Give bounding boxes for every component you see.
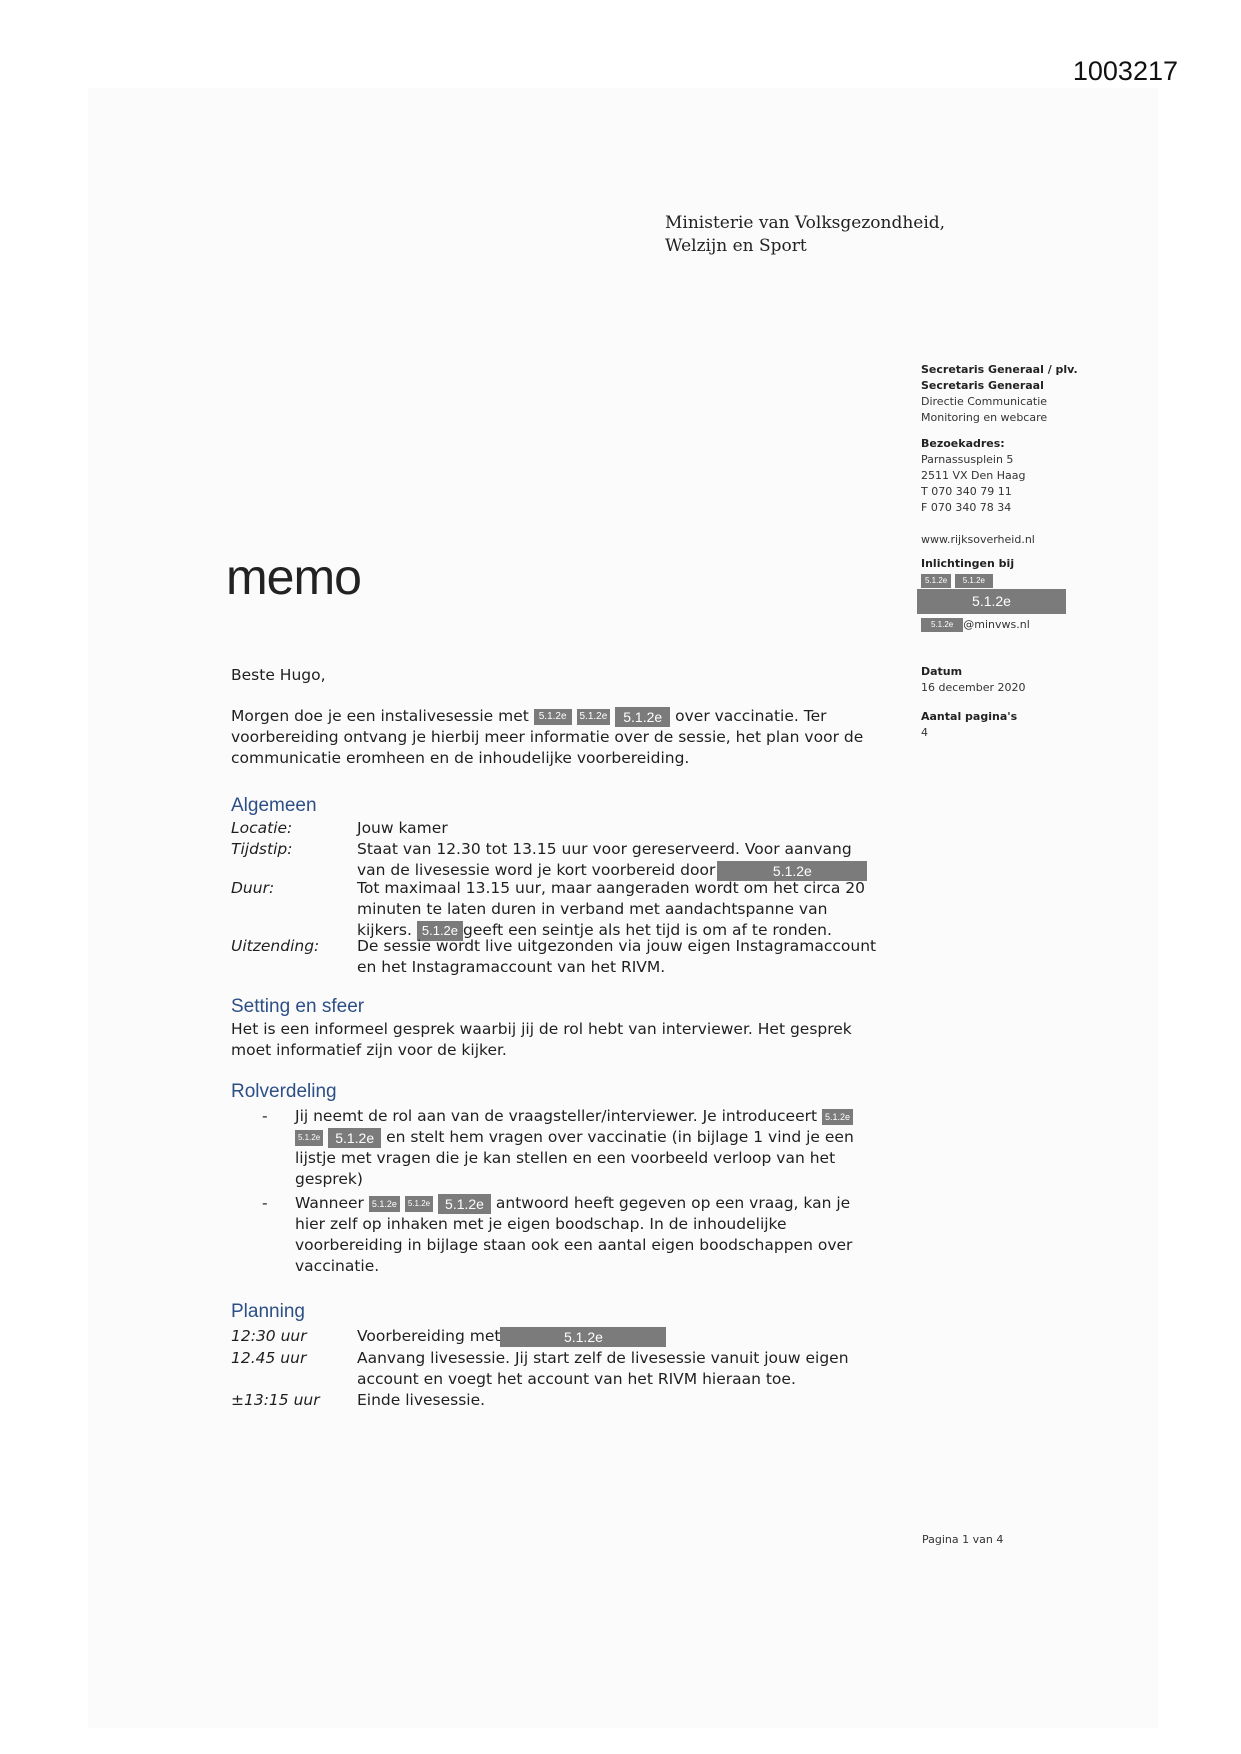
redaction-box: 5.1.2e <box>328 1128 381 1148</box>
sidebar-pages-value: 4 <box>921 726 928 739</box>
sidebar-pages-label: Aantal pagina's <box>921 710 1018 723</box>
sidebar-info-label: Inlichtingen bij <box>921 557 1015 570</box>
setting-paragraph <box>231 1019 911 1061</box>
sidebar-email-suffix: @minvws.nl <box>963 618 1030 631</box>
redaction-box: 5.1.2e <box>438 1194 491 1214</box>
ministry-line-1: Ministerie van Volksgezondheid, <box>665 213 946 233</box>
b2-line-1a: Wanneer <box>295 1194 364 1212</box>
b1-line-3: lijstje met vragen die je kan stellen en een voorbeeld verloop van het <box>295 1149 836 1167</box>
intro-line-2: voorbereiding ontvang je hierbij meer informatie over de sessie, het plan voor de <box>231 728 864 746</box>
sidebar-website[interactable]: www.rijksoverheid.nl <box>921 533 1035 546</box>
b1-line-2: en stelt hem vragen over vaccinatie (in bijlage 1 vind je een <box>386 1128 854 1146</box>
intro-line-3: communicatie eromheen en de inhoudelijke voorbereiding. <box>231 749 690 767</box>
planning-item-2 <box>357 1348 902 1390</box>
planning-text-2b: account en voegt het account van het RIVM hieraan toe. <box>357 1370 796 1388</box>
label-tijdstip: Tijdstip: <box>231 840 293 858</box>
duur-line-3b: geeft een seintje als het tijd is om af te ronden. <box>463 921 832 939</box>
sidebar-email <box>921 617 1030 633</box>
label-duur: Duur: <box>231 879 275 897</box>
intro-paragraph <box>231 706 911 769</box>
planning-item-3: Einde livesessie. <box>357 1391 486 1409</box>
sidebar-visit-label: Bezoekadres: <box>921 437 1005 450</box>
redaction-box: 5.1.2e <box>295 1130 323 1146</box>
greeting: Beste Hugo, <box>231 666 326 684</box>
redaction-box: 5.1.2e <box>921 574 951 588</box>
redaction-box: 5.1.2e <box>369 1196 400 1212</box>
bullet-dash: - <box>262 1107 268 1125</box>
sidebar-date <box>921 664 1026 696</box>
planning-time-1: 12:30 uur <box>231 1327 307 1345</box>
value-duur <box>357 878 902 941</box>
setting-line-2: moet informatief zijn voor de kijker. <box>231 1041 507 1059</box>
redaction-box: 5.1.2e <box>921 618 963 632</box>
sidebar-dept-2: Monitoring en webcare <box>921 411 1048 424</box>
redaction-box: 5.1.2e <box>717 861 867 881</box>
sidebar-pages <box>921 709 1017 741</box>
sidebar-org-2: Secretaris Generaal <box>921 379 1044 392</box>
redaction-box: 5.1.2e <box>955 574 993 588</box>
planning-time-2: 12.45 uur <box>231 1349 307 1367</box>
ministry-logo-text <box>665 212 945 258</box>
heading-planning: Planning <box>231 1301 305 1322</box>
duur-line-2: minuten te laten duren in verband met aandachtspanne van <box>357 900 828 918</box>
sidebar-date-value: 16 december 2020 <box>921 681 1026 694</box>
heading-algemeen: Algemeen <box>231 795 317 816</box>
redaction-box: 5.1.2e <box>534 709 572 725</box>
redaction-box: 5.1.2e <box>417 921 463 941</box>
intro-text-2: over vaccinatie. Ter <box>675 707 827 725</box>
value-uitzending <box>357 936 902 978</box>
document-id: 1003217 <box>1072 56 1178 86</box>
redaction-box: 5.1.2e <box>500 1327 666 1347</box>
b1-line-1: Jij neemt de rol aan van de vraagsteller/interviewer. Je introduceert <box>295 1107 818 1125</box>
planning-item-1 <box>357 1326 902 1347</box>
memo-title: memo <box>226 549 361 605</box>
b2-line-4: vaccinatie. <box>295 1257 380 1275</box>
redaction-box: 5.1.2e <box>822 1109 853 1125</box>
intro-text-1: Morgen doe je een instalivesessie met <box>231 707 529 725</box>
redaction-box: 5.1.2e <box>405 1196 433 1212</box>
tijdstip-line-1: Staat van 12.30 tot 13.15 uur voor gereserveerd. Voor aanvang <box>357 840 852 858</box>
redaction-box: 5.1.2e <box>917 589 1066 614</box>
setting-line-1: Het is een informeel gesprek waarbij jij de rol hebt van interviewer. Het gesprek <box>231 1020 852 1038</box>
b2-line-3: voorbereiding in bijlage staan ook een aantal eigen boodschappen over <box>295 1236 853 1254</box>
planning-text-2a: Aanvang livesessie. Jij start zelf de livesessie vanuit jouw eigen <box>357 1349 849 1367</box>
page-footer: Pagina 1 van 4 <box>922 1533 1004 1546</box>
sidebar-fax: F 070 340 78 34 <box>921 501 1012 514</box>
redaction-contact-name <box>917 589 1066 614</box>
ministry-line-2: Welzijn en Sport <box>665 236 807 256</box>
bullet-2 <box>295 1193 905 1277</box>
value-tijdstip <box>357 839 902 881</box>
planning-time-3: ±13:15 uur <box>231 1391 320 1409</box>
bullet-dash: - <box>262 1194 268 1212</box>
label-uitzending: Uitzending: <box>231 937 320 955</box>
sidebar-street: Parnassusplein 5 <box>921 453 1014 466</box>
b2-line-2: hier zelf op inhaken met je eigen boodschap. In de inhoudelijke <box>295 1215 787 1233</box>
sidebar-postcode: 2511 VX Den Haag <box>921 469 1026 482</box>
heading-setting: Setting en sfeer <box>231 996 365 1017</box>
sidebar-phone: T 070 340 79 11 <box>921 485 1012 498</box>
uitzending-line-1: De sessie wordt live uitgezonden via jouw eigen Instagramaccount <box>357 937 877 955</box>
sidebar-date-label: Datum <box>921 665 963 678</box>
uitzending-line-2: en het Instagramaccount van het RIVM. <box>357 958 666 976</box>
sidebar-department <box>921 362 1078 426</box>
sidebar-contact <box>921 556 1014 589</box>
b2-line-1b: antwoord heeft gegeven op een vraag, kan je <box>495 1194 851 1212</box>
duur-line-3a: kijkers. <box>357 921 412 939</box>
sidebar-dept-1: Directie Communicatie <box>921 395 1048 408</box>
redaction-box: 5.1.2e <box>577 709 611 725</box>
value-locatie: Jouw kamer <box>357 819 448 837</box>
tijdstip-line-2: van de livesessie word je kort voorbereid door <box>357 861 716 879</box>
bullet-1 <box>295 1106 905 1190</box>
redaction-box: 5.1.2e <box>615 707 670 727</box>
duur-line-1: Tot maximaal 13.15 uur, maar aangeraden wordt om het circa 20 <box>357 879 865 897</box>
sidebar-address <box>921 436 1026 516</box>
b1-line-4: gesprek) <box>295 1170 363 1188</box>
heading-rolverdeling: Rolverdeling <box>231 1081 337 1102</box>
sidebar-org-1: Secretaris Generaal / plv. <box>921 363 1078 376</box>
label-locatie: Locatie: <box>231 819 293 837</box>
planning-text-1: Voorbereiding met <box>357 1327 501 1345</box>
